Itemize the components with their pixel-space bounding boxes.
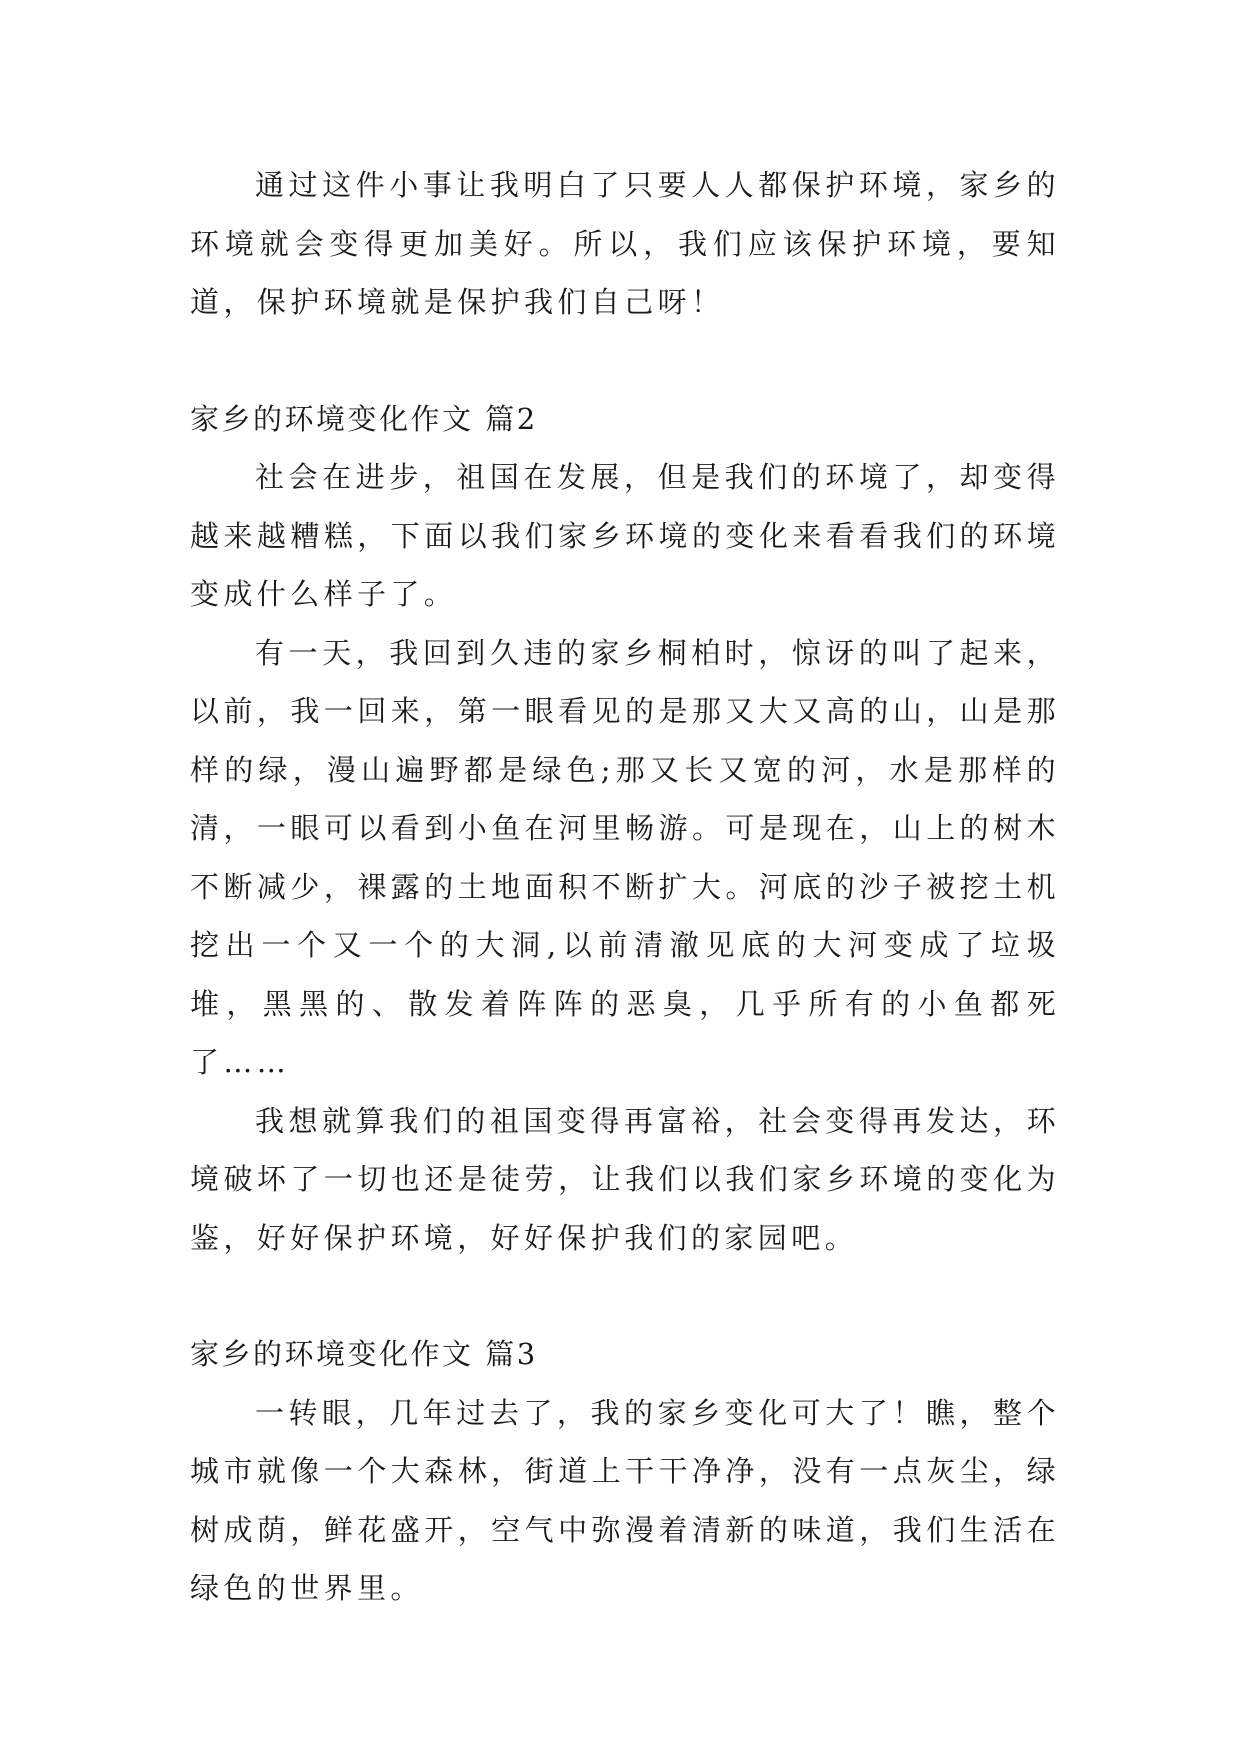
paragraph-conclusion-1: 通过这件小事让我明白了只要人人都保护环境，家乡的环境就会变得更加美好。所以，我们应该保护环境，要知道，保护环境就是保护我们自己呀！	[190, 168, 1060, 319]
section-heading-2: 家乡的环境变化作文 篇2	[190, 401, 538, 436]
section-gap	[190, 332, 1060, 390]
section-gap	[190, 1267, 1060, 1325]
paragraph-intro-3: 一转眼，几年过去了，我的家乡变化可大了！瞧，整个城市就像一个大森林，街道上干干净净，没有一点灰尘，绿树成荫，鲜花盛开，空气中弥漫着清新的味道，我们生活在绿色的世界里。	[190, 1395, 1060, 1605]
paragraph-conclusion-2: 我想就算我们的祖国变得再富裕，社会变得再发达，环境破坏了一切也还是徒劳，让我们以我们家乡环境的变化为鉴，好好保护环境，好好保护我们的家园吧。	[190, 1103, 1060, 1255]
paragraph-story-2: 有一天，我回到久违的家乡桐柏时，惊讶的叫了起来，以前，我一回来，第一眼看见的是那又大又高的山，山是那样的绿，漫山遍野都是绿色;那又长又宽的河，水是那样的清，一眼可以看到小鱼在河里畅游。可是现在，山上的树木不断减少，裸露的土地面积不断扩大。河底的沙子被挖土机挖出一个又一个的大洞,以前清澈见底的大河变成了垃圾堆，黑黑的、散发着阵阵的恶臭，几乎所有的小鱼都死了……	[190, 635, 1060, 1079]
paragraph-intro-2: 社会在进步，祖国在发展，但是我们的环境了，却变得越来越糟糕，下面以我们家乡环境的变化来看看我们的环境变成什么样子了。	[190, 460, 1060, 611]
section-heading-3: 家乡的环境变化作文 篇3	[190, 1337, 538, 1371]
document-body	[190, 156, 1060, 1618]
